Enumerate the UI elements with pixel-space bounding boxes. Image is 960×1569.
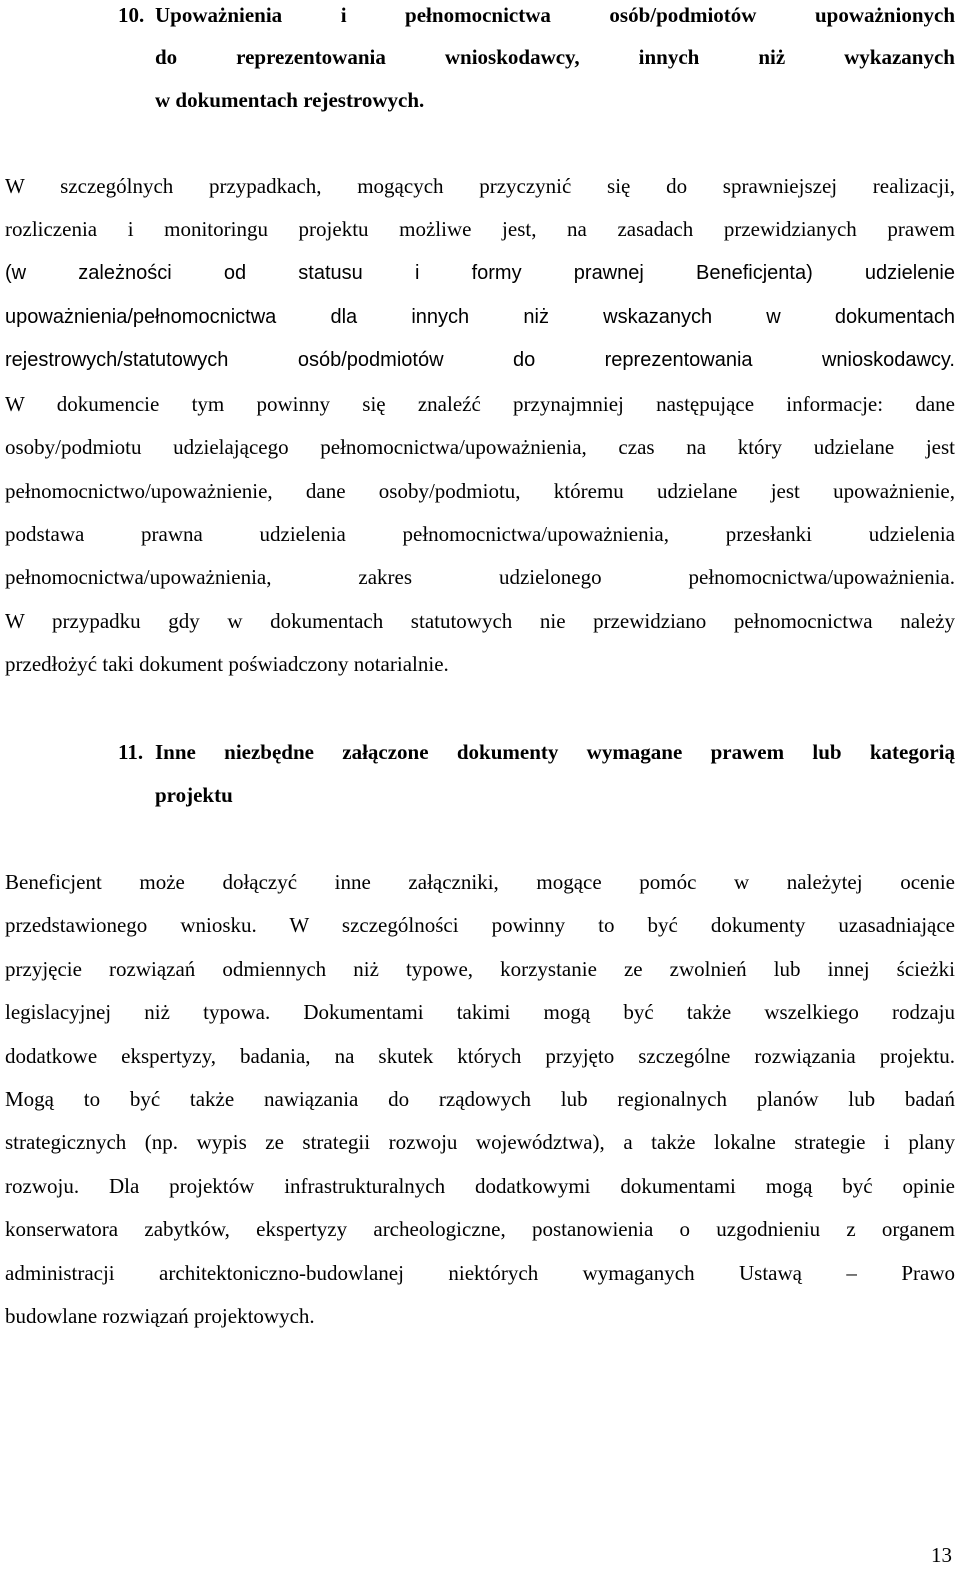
section-10-heading-line: w dokumentach rejestrowych.: [155, 88, 425, 112]
paragraph-line: Beneficjent może dołączyć inne załączniki, mogące pomóc w należytej ocenie: [5, 870, 955, 894]
paragraph-line: przedstawionego wniosku. W szczególności powinny to być dokumenty uzasadniające: [5, 913, 955, 937]
paragraph-line: konserwatora zabytków, ekspertyzy archeologiczne, postanowienia o uzgodnieniu z organem: [5, 1217, 955, 1241]
paragraph-line: (w zależności od statusu i formy prawnej Beneficjenta) udzielenie: [5, 262, 955, 284]
paragraph-line: przedłożyć taki dokument poświadczony notarialnie.: [5, 652, 449, 676]
paragraph-line: administracji architektoniczno-budowlanej niektórych wymaganych Ustawą – Prawo: [5, 1261, 955, 1285]
paragraph-line: Mogą to być także nawiązania do rządowych lub regionalnych planów lub badań: [5, 1087, 955, 1111]
paragraph-line: W przypadku gdy w dokumentach statutowych nie przewidziano pełnomocnictwa należy: [5, 609, 955, 633]
section-11-number: 11.: [118, 740, 144, 764]
paragraph-line: podstawa prawna udzielenia pełnomocnictwa/upoważnienia, przesłanki udzielenia: [5, 522, 955, 546]
paragraph-line: dodatkowe ekspertyzy, badania, na skutek których przyjęto szczególne rozwiązania projektu.: [5, 1044, 955, 1068]
section-11-heading-line: Inne niezbędne załączone dokumenty wymagane prawem lub kategorią: [155, 740, 955, 764]
paragraph-line: budowlane rozwiązań projektowych.: [5, 1304, 315, 1328]
paragraph-line: W szczególnych przypadkach, mogących przyczynić się do sprawniejszej realizacji,: [5, 174, 955, 198]
page-number: 13: [931, 1543, 952, 1567]
paragraph-line: legislacyjnej niż typowa. Dokumentami takimi mogą być także wszelkiego rodzaju: [5, 1000, 955, 1024]
paragraph-line: pełnomocnictwa/upoważnienia, zakres udzielonego pełnomocnictwa/upoważnienia.: [5, 565, 955, 589]
paragraph-line: W dokumencie tym powinny się znaleźć przynajmniej następujące informacje: dane: [5, 392, 955, 416]
section-10-heading-line: do reprezentowania wnioskodawcy, innych niż wykazanych: [155, 45, 955, 69]
paragraph-line: upoważnienia/pełnomocnictwa dla innych niż wskazanych w dokumentach: [5, 306, 955, 328]
section-11-heading-line: projektu: [155, 783, 233, 807]
section-10-number: 10.: [118, 3, 145, 27]
paragraph-line: przyjęcie rozwiązań odmiennych niż typowe, korzystanie ze zwolnień lub innej ścieżki: [5, 957, 955, 981]
paragraph-line: rozwoju. Dla projektów infrastrukturalnych dodatkowymi dokumentami mogą być opinie: [5, 1174, 955, 1198]
paragraph-line: rozliczenia i monitoringu projektu możliwe jest, na zasadach przewidzianych prawem: [5, 217, 955, 241]
section-10-heading-line: Upoważnienia i pełnomocnictwa osób/podmiotów upoważnionych: [155, 3, 955, 27]
paragraph-line: rejestrowych/statutowych osób/podmiotów do reprezentowania wnioskodawcy.: [5, 349, 955, 371]
paragraph-line: pełnomocnictwo/upoważnienie, dane osoby/podmiotu, któremu udzielane jest upoważnienie,: [5, 479, 955, 503]
paragraph-line: osoby/podmiotu udzielającego pełnomocnictwa/upoważnienia, czas na który udzielane jest: [5, 435, 955, 459]
paragraph-line: strategicznych (np. wypis ze strategii rozwoju województwa), a także lokalne strategie i plany: [5, 1130, 955, 1154]
